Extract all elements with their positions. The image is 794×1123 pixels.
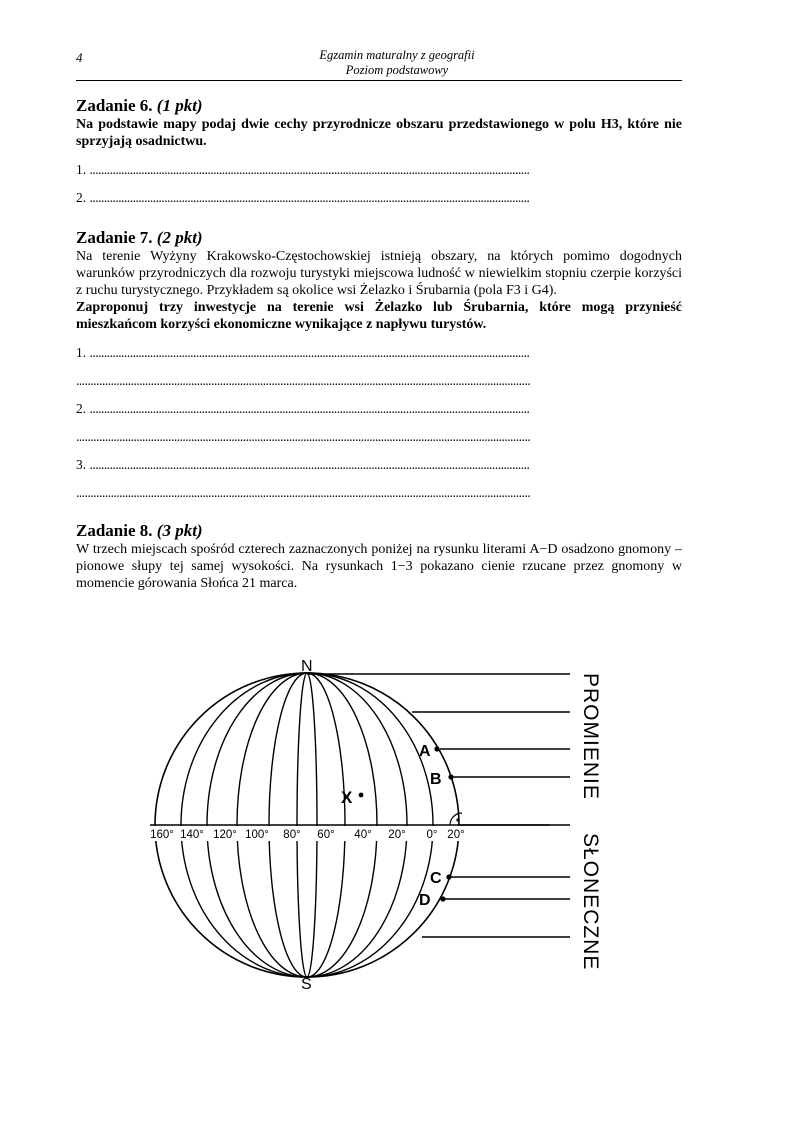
task-6-answer-1[interactable] [76,150,682,178]
label-rays-1: PROMIENIE [579,673,602,800]
task-6-points: (1 pkt) [156,96,203,115]
answer-dots: .............................................................................................................................................................. [76,485,531,500]
header-line-2: Poziom podstawowy [345,63,449,77]
task-7-answer-3[interactable] [76,445,682,473]
right-angle-dot [456,818,459,821]
task-7 [76,228,682,501]
page-header [0,48,794,78]
answer-dots: .............................................................................................................................................................. [76,373,531,388]
answer-dots: ......................................................................................................................................................... [89,190,530,205]
label-north: N [301,658,313,675]
header-line-1: Egzamin maturalny z geografii [319,48,475,62]
right-angle-mark [450,813,462,825]
point-x-dot [359,793,364,798]
task-6-answer-2[interactable] [76,178,682,206]
task-6-label: Zadanie 6. [76,96,153,115]
degree-labels [145,826,475,841]
globe-diagram [140,655,620,995]
degree-label: 140° [180,829,204,841]
content [76,96,682,592]
label-rays-2: SŁONECZNE [579,833,602,971]
degree-label: 20° [388,829,406,841]
answer-number: 2. [76,190,87,205]
task-7-points: (2 pkt) [156,228,203,247]
label-point-b: B [430,771,442,788]
task-7-answer-1b[interactable] [76,361,682,389]
answer-dots: ......................................................................................................................................................... [89,345,530,360]
task-8-text: W trzech miejscach spośród czterech zaznaczonych poniżej na rysunku literami A−D osadzono gnomony – pionowe słupy tej samej wysokości. Na rysunkach 1−3 pokazano cienie rzucane przez gnomony w momencie górowania Słońca 21 marca. [76,542,682,591]
answer-dots: ......................................................................................................................................................... [89,162,530,177]
answer-dots: .............................................................................................................................................................. [76,429,531,444]
point-b-dot [448,774,453,779]
answer-number: 1. [76,162,87,177]
answer-number: 3. [76,457,87,472]
degree-label: 100° [245,829,269,841]
task-7-label: Zadanie 7. [76,228,153,247]
task-8-title [76,521,682,541]
task-7-instruction: Zaproponuj trzy inwestycje na terenie wsi Żelazko lub Śrubarnia, które mogą przynieść mieszkańcom korzyści ekonomiczne wynikające z napływu turystów. [76,300,682,332]
task-7-answer-2b[interactable] [76,417,682,445]
degree-label: 80° [283,829,301,841]
task-6-title [76,96,682,116]
page-number: 4 [76,50,83,65]
task-7-answer-1[interactable] [76,333,682,361]
task-6-instruction: Na podstawie mapy podaj dwie cechy przyrodnicze obszaru przedstawionego w polu H3, które nie sprzyjają osadnictwu. [76,117,682,149]
degree-label: 160° [150,829,174,841]
task-8 [76,521,682,592]
degree-label: 120° [213,829,237,841]
point-d-dot [440,896,445,901]
label-point-d: D [419,892,431,909]
label-south: S [301,976,312,993]
degree-label: 40° [354,829,372,841]
answer-dots: ......................................................................................................................................................... [89,401,530,416]
label-point-c: C [430,870,442,887]
label-point-x: X [341,788,353,807]
label-point-a: A [419,743,431,760]
degree-label: 60° [317,829,335,841]
task-7-answer-2[interactable] [76,389,682,417]
point-a-dot [434,746,439,751]
task-7-title [76,228,682,248]
task-6 [76,96,682,206]
task-7-answer-3b[interactable] [76,473,682,501]
point-c-dot [446,874,451,879]
task-8-points: (3 pkt) [156,521,203,540]
answer-number: 1. [76,345,87,360]
answer-dots: ......................................................................................................................................................... [89,457,530,472]
degree-label: 20° [447,829,465,841]
answer-number: 2. [76,401,87,416]
degree-label: 0° [426,829,438,841]
task-7-text: Na terenie Wyżyny Krakowsko-Częstochowskiej istnieją obszary, na których pomimo dogodnych warunków przyrodniczych dla rozwoju turystyki miejscowa ludność w niewielkim stopniu czerpie korzyści z ruchu turystycznego. Przykładem są okolice wsi Żelazko i Śrubarnia (pola F3 i G4). [76,249,682,298]
globe-figure [140,655,620,995]
header-rule [76,80,682,81]
task-8-label: Zadanie 8. [76,521,153,540]
